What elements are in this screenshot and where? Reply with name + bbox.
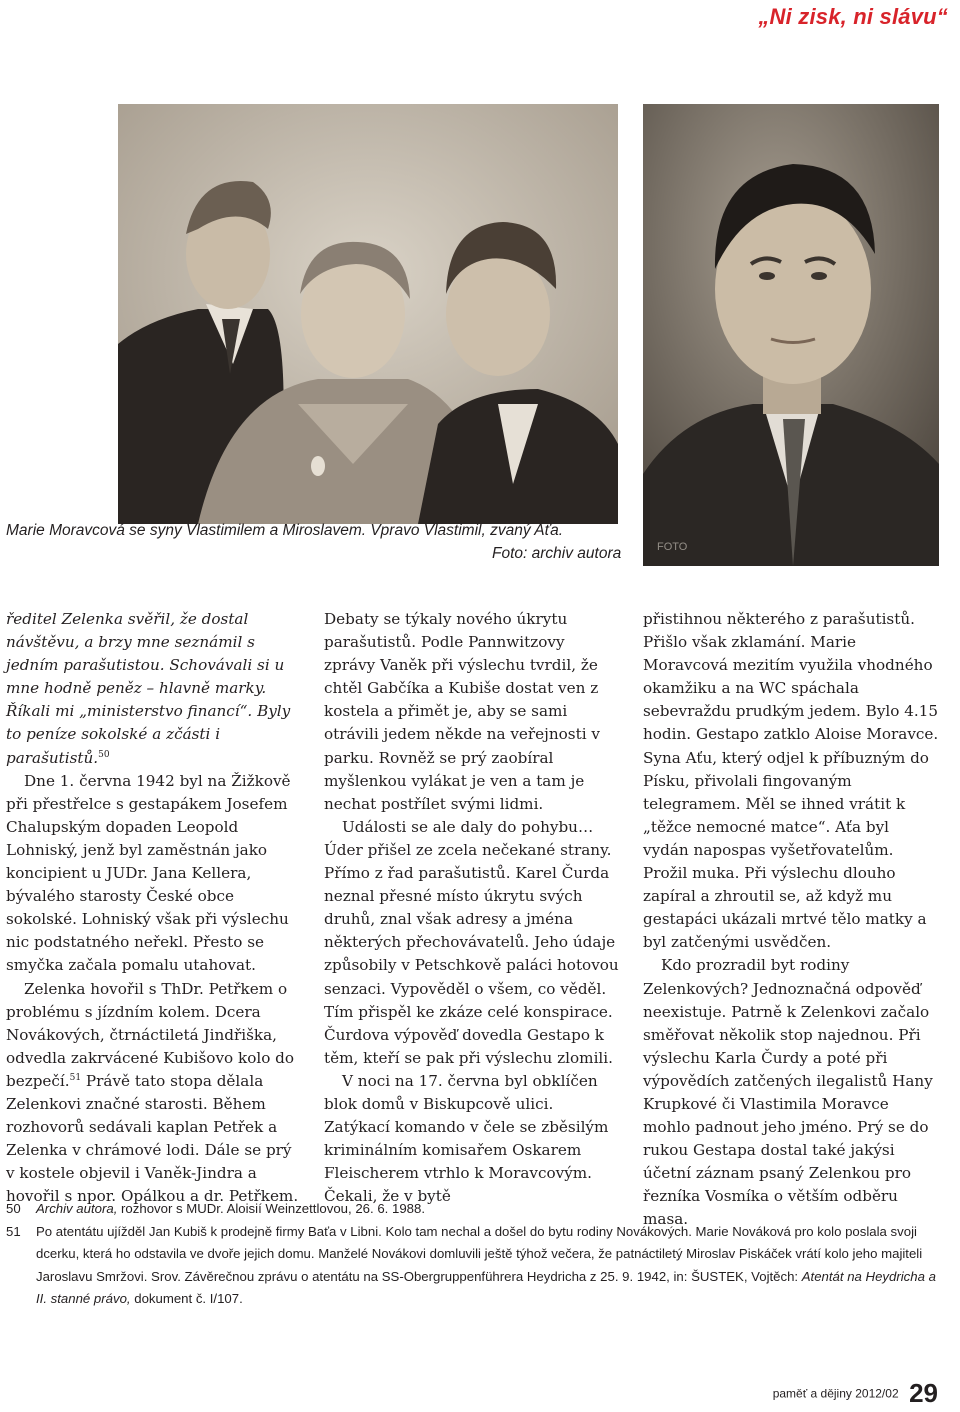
footnote-text: rozhovor s MUDr. Aloisií Weinzettlovou, 26. 6. 1988. [117, 1201, 425, 1216]
paragraph [6, 978, 302, 1209]
footnote-source: Atentát na Heydricha a II. stanné právo, [36, 1268, 936, 1306]
paragraph: přistihnou některého z parašutistů. Přišlo však zklamání. Marie Moravcová mezitím využila vhodného okamžiku a na WC spáchala sebevraždu prudkým jedem. Bylo 4.15 hodin. Gestapo zatklo Aloise Moravce. Syna Aťu, který odjel k příbuzným do Písku, přivolali fingovaným telegramem. Měl se ihned vrátit k „těžce nemocné matce“. Aťa byl vydán napospas vyšetřovatelům. Prožil muka. Při výslechu dlouho zapíral a zhroutil se, až když mu gestapáci ukázali mrtvé tělo matky a byl zatčenými usvědčen. [643, 610, 939, 952]
text-column-3 [643, 608, 939, 1232]
family-photo [118, 104, 618, 524]
paragraph: Události se ale daly do pohybu… Úder přišel ze zcela nečekané strany. Přímo z řad parašutistů. Karel Čurda neznal přesné místo úkrytu svých druhů, znal však adresy a jména některých přechovávatelů. Jeho údaje způsobily v Petschkově paláci hotovou senzaci. Vypověděl o všem, co věděl. Tím přispěl ke zkáze celé konspirace. Čurdova výpověď dovedla Gestapo k těm, kteří se pak při výslechu zlomili. [324, 817, 619, 1067]
paragraph-text: Zelenka hovořil s ThDr. Petřkem o problému s jízdním kolem. Dcera Novákových, čtrnáctiletá Jindřiška, odvedla zakrvácené Kubišovo kolo do bezpečí. [6, 979, 295, 1090]
paragraph: V noci na 17. června byl obklíčen blok domů v Biskupcově ulici. Zatýkací komando v čele se zběsilým kriminálním komisařem Oskarem Fleischerem vtrhlo k Moravcovým. Čekali, že v bytě [324, 1071, 609, 1206]
photo-credit: Foto: archiv autora [492, 545, 622, 562]
footnote-ref: 50 [98, 749, 110, 760]
running-header-title: „Ni zisk, ni slávu“ [758, 4, 948, 29]
quote-text: ředitel Zelenka svěřil, že dostal návštěvu, a brzy mne seznámil s jedním parašutistou. Schovávali si u mne hodně peněz – hlavně marky. Říkali mi „ministerstvo financí“. Byly to peníze sokolské a zčásti i parašutistů. [6, 610, 291, 767]
page-footer [773, 1378, 938, 1409]
footnote [6, 1198, 941, 1221]
family-photo-image [118, 104, 618, 524]
footnotes [6, 1198, 941, 1311]
paragraph-text: Právě tato stopa dělala Zelenkovi značné starosti. Během rozhovorů sedávali kaplan Petřek a Zelenka v chrámové lodi. Dále se prý v kostele objevil i Vaněk-Jindra a hovořil s npor. Opálkou a dr. Petřkem. [6, 1071, 299, 1206]
footnote-text: Po atentátu ujížděl Jan Kubiš k prodejně firmy Baťa v Libni. Kolo tam nechal a došel do bytu rodiny Novákových. Marie Nováková pro kolo poslala svoji dcerku, která ho odstavila ve dvoře jejich domu. Manželé Novákovi domluvili ještě týhož večera, že patnáctiletý Miroslav Piskáček vrátí kolo jeho majiteli Jaroslavu Smržovi. Srov. Závěrečnou zprávu o atentátu na SS-Obergruppenführera Heydricha z 25. 9. 1942, in: ŠUSTEK, Vojtěch: [36, 1223, 923, 1284]
footnote-ref: 51 [69, 1072, 82, 1083]
portrait-photo [643, 104, 939, 566]
text-column-1 [6, 608, 302, 1208]
footnote [6, 1221, 941, 1311]
footnote-number: 51 [6, 1223, 21, 1239]
text-column-2 [324, 608, 620, 1208]
paragraph [6, 608, 302, 770]
footnote-source: Archiv autora, [36, 1201, 118, 1216]
page-number: 29 [909, 1378, 938, 1408]
portrait-stamp: FOTO [657, 541, 688, 553]
portrait-photo-image [643, 104, 939, 566]
paragraph: Kdo prozradil byt rodiny Zelenkových? Jednoznačná odpověď neexistuje. Patrně k Zelenkovi začalo směřovat několik stop najednou. Při výslechu Karla Čurdy a poté při výpovědích zatčených ilegalistů Hany Krupkové či Vlastimila Moravce mohlo padnout jeho jméno. Prý se do rukou Gestapa dostal také jakýsi účetní záznam psaný Zelenkou pro řezníka Vosmíka o větším odběru masa. [643, 956, 933, 1229]
photo-caption: Marie Moravcová se syny Vlastimilem a Miroslavem. Vpravo Vlastimil, zvaný Aťa. [6, 522, 564, 539]
magazine-name: paměť a dějiny 2012/02 [772, 1386, 899, 1401]
paragraph: Dne 1. června 1942 byl na Žižkově při přestřelce s gestapákem Josefem Chalupským dopaden Leopold Lohniský, jenž byl zaměstnán jako koncipient u JUDr. Jana Kellera, bývalého starosty České obce sokolské. Lohniský však při výslechu nic podstatného neřekl. Přesto se smyčka začala pomalu utahovat. [6, 771, 291, 975]
footnote-text: dokument č. I/107. [130, 1291, 243, 1306]
footnote-number: 50 [6, 1201, 21, 1216]
paragraph: Debaty se týkaly nového úkrytu parašutistů. Podle Pannwitzovy zprávy Vaněk při výslechu tvrdil, že chtěl Gabčíka a Kubiše dostat ven z kostela a přimět je, aby se sami otrávili jedem někde na veřejnosti v parku. Rovněž se prý zaobíral myšlenkou vylákat je ven a tam je nechat postřílet svými lidmi. [324, 610, 600, 813]
